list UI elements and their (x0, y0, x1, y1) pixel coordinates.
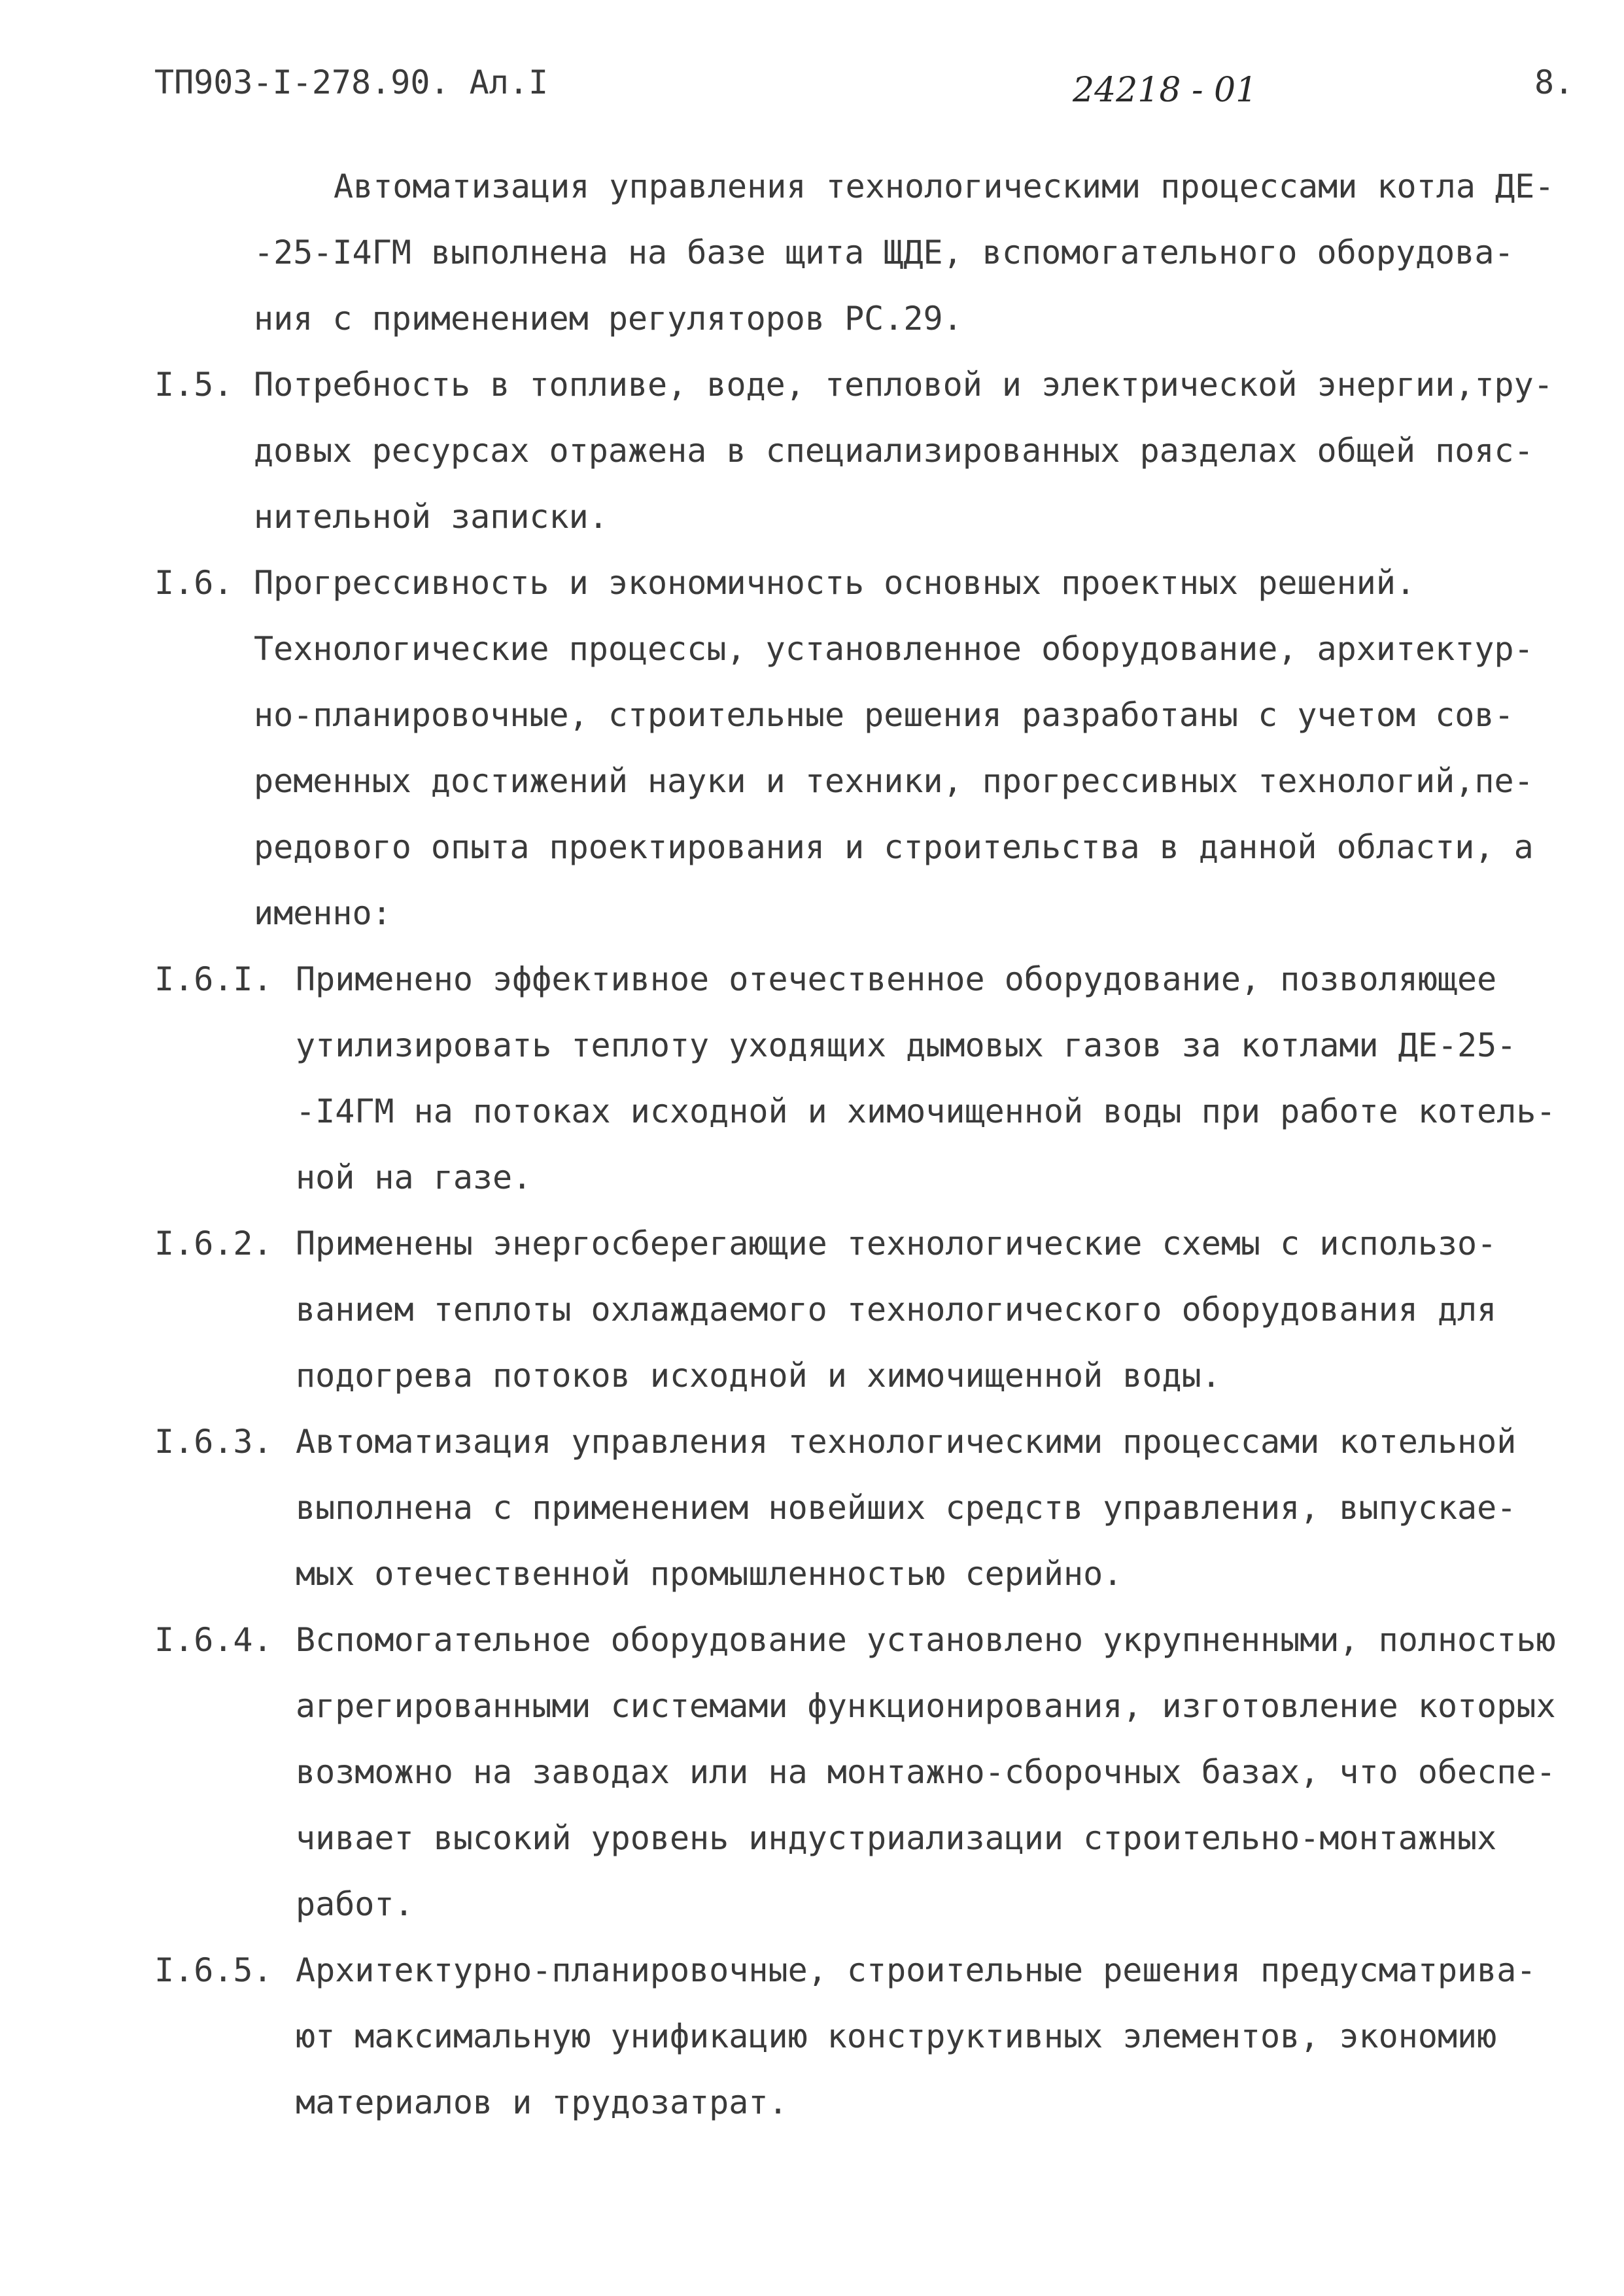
p1-6-3-line-1: Автоматизация управления технологическими процессами котельной (296, 1423, 1517, 1461)
p1-5-line-3: нительной записки. (254, 498, 608, 536)
intro-line-1: Автоматизация управления технологическими процессами котла ДЕ- (334, 167, 1555, 205)
p1-6-1-line-3: -I4ГМ на потоках исходной и химочищенной воды при работе котель- (296, 1092, 1556, 1130)
section-number-1-6-3: I.6.3. (154, 1423, 273, 1461)
p1-5-line-1: Потребность в топливе, воде, тепловой и электрической энергии,тру- (254, 366, 1553, 404)
handwritten-inventory-number: 24218 - 01 (1073, 71, 1258, 110)
p1-6-line-2: Технологические процессы, установленное оборудование, архитектур- (254, 630, 1534, 668)
p1-6-2-line-3: подогрева потоков исходной и химочищенной воды. (296, 1357, 1221, 1395)
p1-6-line-3: но-планировочные, строительные решения разработаны с учетом сов- (254, 696, 1514, 734)
p1-6-line-6: именно: (254, 894, 392, 932)
section-number-1-5: I.5. (154, 366, 233, 404)
p1-6-4-line-4: чивает высокий уровень индустриализации строительно-монтажных (296, 1819, 1497, 1857)
p1-6-5-line-2: ют максимальную унификацию конструктивных элементов, экономию (296, 2017, 1497, 2055)
section-number-1-6-4: I.6.4. (154, 1621, 273, 1659)
p1-6-line-5: редового опыта проектирования и строительства в данной области, а (254, 828, 1534, 866)
p1-6-5-line-1: Архитектурно-планировочные, строительные решения предусматрива- (296, 1951, 1536, 1989)
section-number-1-6-1: I.6.I. (154, 960, 273, 998)
p1-6-3-line-2: выполнена с применением новейших средств управления, выпускае- (296, 1489, 1517, 1527)
p1-6-4-line-2: агрегированными системами функционирования, изготовление которых (296, 1687, 1556, 1725)
intro-line-3: ния с применением регуляторов РС.29. (254, 300, 963, 338)
section-number-1-6-2: I.6.2. (154, 1225, 273, 1262)
p1-6-3-line-3: мых отечественной промышленностью серийно. (296, 1555, 1123, 1593)
p1-5-line-2: довых ресурсах отражена в специализированных разделах общей пояс- (254, 432, 1534, 470)
p1-6-5-line-3: материалов и трудозатрат. (296, 2083, 788, 2121)
p1-6-4-line-1: Вспомогательное оборудование установлено укрупненными, полностью (296, 1621, 1556, 1659)
document-code: ТП903-I-278.90. Ал.I (154, 63, 549, 101)
p1-6-line-1: Прогрессивность и экономичность основных проектных решений. (254, 564, 1416, 602)
p1-6-1-line-2: утилизировать теплоту уходящих дымовых газов за котлами ДЕ-25- (296, 1026, 1517, 1064)
intro-line-2: -25-I4ГМ выполнена на базе щита ЩДЕ, вспомогательного оборудова- (254, 234, 1514, 271)
p1-6-1-line-1: Применено эффективное отечественное оборудование, позволяющее (296, 960, 1497, 998)
section-number-1-6-5: I.6.5. (154, 1951, 273, 1989)
p1-6-2-line-1: Применены энергосберегающие технологические схемы с использо- (296, 1225, 1497, 1262)
page-number: 8. (1534, 63, 1574, 101)
section-number-1-6: I.6. (154, 564, 233, 602)
p1-6-4-line-3: возможно на заводах или на монтажно-сборочных базах, что обеспе- (296, 1753, 1556, 1791)
p1-6-2-line-2: ванием теплоты охлаждаемого технологического оборудования для (296, 1291, 1497, 1329)
p1-6-1-line-4: ной на газе. (296, 1158, 532, 1196)
p1-6-line-4: ременных достижений науки и техники, прогрессивных технологий,пе- (254, 762, 1534, 800)
p1-6-4-line-5: работ. (296, 1885, 414, 1923)
